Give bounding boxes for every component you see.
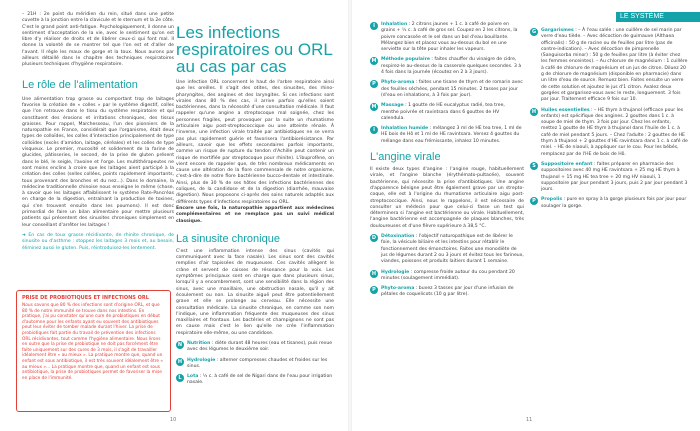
right-column-1 xyxy=(370,22,524,303)
item-label: Huiles essentielles xyxy=(541,107,590,113)
item-label: Hydrologie xyxy=(187,357,216,363)
intro-paragraph: – 21H : 2e point du méridien du rein, situé dans une petite cuvette à la jonction entre la clavicule et le sternum et la 2e côte. C'est le grand point anti-fatigue. Psychologiquement, il donne un sentiment d'acceptation de la vie, avec le sentiment qu'on est libre d'y réaliser de droits et de libérer ceux-ci qui font mal. Il donne la volonté de se montrer tel que l'on est et d'aller de l'avant. Il règle les maux de gorge et la toux. Nous aurons par ailleurs détaillé dans le chapitre des techniques respiratoires plusieurs techniques d'hygiène respiratoire. xyxy=(22,12,174,68)
item-text: : pure en spray à la gorge plusieurs fois par jour pour soulager la gorge. xyxy=(541,197,687,209)
massage-icon: M xyxy=(371,104,377,111)
item-text: : faites une tisane de thym et de romarin avec des feuilles séchées, pendant 15 minutes. 2 tasses par jour (d'eau en inhalations, à 3 fois par jour). xyxy=(381,80,523,98)
phyto-icon: P xyxy=(370,286,378,294)
lota-icon: L xyxy=(176,374,184,382)
propolis-icon: P xyxy=(530,197,538,205)
item-label: Propolis xyxy=(541,197,563,203)
list-item xyxy=(176,341,334,354)
probiotics-box xyxy=(16,290,171,412)
infections-body: Une infection ORL concernent le haut de l'arbre respiratoire ainsi que les oreilles. Il s'agit des otites, des sinusites, des rhino-pharyngites, des angines et des laryngites. Si ces infections sont virales dans 80 % des cas, il arrive parfois qu'elles soient bactériennes, dans la nécessité d'une consultation médicale. Il faut rappeler qu'une angine a streptocoque mal soignée, chez les personnes fragiles, peut provoquer par la suite un rhumatisme articulaire aigu post-streptococcique ou une atteinte rénale. À l'inverse, une infection virale traitée par antibiotiques ne se verra pas plus rapidement guérie et favorisera l'antibiorésistance. Par ailleurs, savoir que les effets secondaires parfois importants, comme un risque de rupture du tendon d'Achille peut contenir un risque de mortifiée par streptocoque pour rhinite). L'ibuprofène, on vient encore de rappeler que, de très nombreux médicaments en cause une altération de la flore commensale de notre organisme, c'est-à-dire de notre flore bactérienne bucco-dentale et intestinale. Ainsi, plus de 30 % de ses hôtes des infections bactériennes des coliques, de la candidose et de la digestion (diarrhée, mauvaise digestion). Nous proposons ci-après des soins naturels adaptés aux différents types d'infections respiratoires ou ORL. xyxy=(176,80,334,205)
sinusite-body: C'est une inflammation intense des sinus (cavités qui communiquent avec la face nasale). Les sinus sont des cavités remplies d'air tapissées de muqueuses. Ces cavités allègent le crâne et servent de caisses de résonance pour la voix. Les symptômes principaux sont en charge que dans plusieurs sinus, lorsqu'il y a encombrement, sont une sensibilité dans la région des sinus, avec une maxillaire, une obstruction nasale, qu'il y ait écoulement ou non. La sinusite aiguë peut être potentiellement grave et elle se prolonge au cerveau. Elle nécessite une consultation médicale. La sinusite chronique, en comme son nom l'indique, une inflammation fréquente des muqueuses des sinus maxillaires et frontaux. Les bactéries et champignons ne sont pas en cause mais c'est le lien qu'elle ne crée l'inflammation respiratoire elle-même, ou une candidose. xyxy=(176,248,334,336)
list-item xyxy=(530,108,688,158)
right-page xyxy=(354,0,700,431)
list-item xyxy=(176,374,334,387)
item-text: : faites chauffer du vinaigre de cidre, respirez-le au-dessus de la casserole quelques secondes. 3 à 4 fois dans la journée (écoutez en 2 à 3 jours). xyxy=(381,57,522,76)
item-text: : 2 citrons jaunes + 1 c. à café de poivre en grains + ½ c. à café de gros sel. Coupez en 2 les citrons, la poivre concassée et le sel dans un bol d'eau bouillante. Mélangez bien et placez vous au-dessus du bol en une serviette sur la tête pour inhaler les vapeurs. xyxy=(381,22,518,53)
item-label: Inhalation xyxy=(381,22,408,27)
alimentation-body: Une alimentation trop grasse ou comportant trop de laitages favorise la création de « colles » par le système digestif, colles que l'on retrouve dans le tissu du système respiratoire et qui constituent des érosions et irritations chroniques, des tissus graisses. Pour rappel, Marchesseau, l'un des pionniers de la naturopathie en France, considérait que l'organisme, était deux types de colloïdes, les colles d'interaction principalement de type colloïdes (excès d'amidon, laitage, céréales) et les colles de type visqueux. Le premier, mucosité et solidement de la farine de glucides, pâtisseries, le second, de la prise de gluten présent dans le blé, le seigle, l'avoine et l'orge. Les multithérapeutes ne sont moins enclins à croire que les laitages aient participé à la création des colles (selles collées, points rapidement importants, toux provenant des bronches et du nez...). Dans le domaine, la médecine traditionnelle chinoise nous enseigne le même (chose, à savoir que les laitages affaiblissent le système Rate-Pancréas en charge de la digestion, entraînant la production de toxines, qui s'en trouvent ensuite dans les poumons). Il est donc primordial de faire un bilan alimentaire pour mettre plusieurs patients qui présentent des sinusites chroniques simplement en leur conseillant d'arrêter les laitages ! xyxy=(22,96,174,228)
gargle-icon: G xyxy=(531,29,537,35)
item-label: Nutrition xyxy=(187,340,211,346)
list-item xyxy=(530,162,688,193)
item-text: : faites préparer en pharmacie des suppositoires avec 40 mg HE ravintsara + 25 mg HE thym à thujanol + 15 mg HE tea tree + 20 mg HV niaouli, 1 suppositoire par jour pendant 3 jours, puis 2 par jour pendant 3 jours. xyxy=(541,161,688,193)
item-label: Suppositoire enfant xyxy=(541,161,593,167)
list-item xyxy=(530,28,688,104)
item-text: : alterner compresses chaudes et froides sur les sinus. xyxy=(187,357,328,369)
item-label: Inhalation humide xyxy=(381,126,429,132)
hydrology-icon: H xyxy=(177,358,183,365)
left-column-2 xyxy=(176,24,334,391)
list-item xyxy=(370,234,524,265)
list-item xyxy=(530,197,688,210)
essential-oils-icon: H xyxy=(531,108,537,115)
item-text: : l'objectif naturopathique est de libérer le foie, la vésicule biliaire et les intestins pour rétablir le fonctionnement des émonctoires. Faites une monodiète de jus de légumes durant 2 ou 3 jours et évitez tous les farineux, viandes, poissons et produits laitiers durant 1 semaine. xyxy=(381,234,524,265)
list-item xyxy=(176,358,334,371)
item-label: Massage xyxy=(381,103,404,109)
list-item xyxy=(370,57,524,76)
inhalation-icon: I xyxy=(370,126,378,134)
phyto-icon: P xyxy=(370,80,378,88)
list-item xyxy=(370,80,524,99)
list-item xyxy=(370,270,524,283)
page-number-right: 11 xyxy=(526,417,533,423)
section-heading-alimentation: Le rôle de l'alimentation xyxy=(22,78,138,91)
page-number-left: 10 xyxy=(170,417,177,423)
item-text: : 1 goutte de HE eucalyptus radié, tea tree, menthe poivrée et ravintsara dans 6 gouttes de HV calendula. xyxy=(381,103,505,121)
list-item xyxy=(370,286,524,299)
chapter-title: Les infections respiratoires ou ORL au cas par cas xyxy=(176,23,333,76)
item-text: : compresse froide autour du cou pendant 20 minutes (soulagement immédiat). xyxy=(381,269,515,281)
item-label: Détoxination xyxy=(381,234,415,240)
item-label: Gargarismes xyxy=(541,28,574,33)
naturopathy-highlight: Encore une fois, la naturopathie appartient aux médecines complémentaires et ne remplace pas un suivi médical classique. xyxy=(176,205,334,224)
sinusite-items xyxy=(176,341,334,387)
arrow-note: ➜ En cas de toux grasse récidivante, de rhinite chronique, de sinusite ou d'asthme : stoppez les laitages 3 mois et, au besoin, éliminez aussi le gluten. Puis, réintroduisez-les lentement. xyxy=(22,232,174,251)
inhalation-icon: I xyxy=(370,22,378,30)
list-item xyxy=(370,22,524,53)
item-text: : diète durant 48 heures (eau et tisanes), puis revue avec des légumes le deuxième soir. xyxy=(187,340,333,353)
list-item xyxy=(370,126,524,145)
list-item xyxy=(370,103,524,122)
section-heading-angine: L'angine virale xyxy=(370,151,441,164)
item-text: : mélangez 3 ml de HE tea tree, 1 ml de HE bois de Hô et 1 ml de HE ravintsara. Versez 4 gouttes du mélange dans eau frémissante, inhalez 10 minutes. xyxy=(381,126,522,144)
book-gutter xyxy=(348,0,352,431)
item-label: Hydrologie xyxy=(381,269,410,275)
nutrition-icon: N xyxy=(177,341,183,348)
item-label: Phyto-aroma xyxy=(381,80,415,86)
left-page xyxy=(0,0,346,431)
item-label: Lota xyxy=(187,374,199,380)
left-column-1 xyxy=(22,12,174,252)
probiotics-box-title: PRISE DE PROBIOTIQUES ET INFECTIONS ORL xyxy=(22,295,149,301)
method-icon: M xyxy=(371,58,377,65)
item-text: : buvez 3 tasses par jour d'une infusion de pétales de coquelicots (10 g par litre). xyxy=(381,286,514,298)
probiotics-box-body: Nous savons que 80 % des infections sont d'origine ORL, et que 80 % de notre immunité se trouve dans nos intestins. En pratique, j'ai pu constater qu'une cure de probiotiques en début d'automne pour les enfants ayant eu souvent des antibiotiques peut leur éviter de tomber malade durant l'hiver. La prise de probiotiques fait partie du travail de prévention des infections ORL récidivantes, tout comme l'hygiène alimentaire. Nous lirons en outre que la prise de probiotique ne doit pas forcément être faite uniquement sur des cures de 3 mois, il s'agit de travailler idéalement être « au mieux ». La pratique montre que, quand un enfant est sous antibiotique, il est très souvent idéalement être « au mieux »… La pratique montre que, quand un enfant est sous antibiotique, la prise de probiotiques permet de favoriser la mise en place de l'immunité. xyxy=(22,303,164,381)
item-text: : – HE thym à thujanol (efficace pour les enfants) est spécifique des angines. 2 gouttes dans 1 c. à soupe de miel de thym. 3 fois par jour. Chez les enfants, mettez 1 goutte de HE thym à thujanol dans l'huile de 1 c. à café de miel pendant 5 jours. – Chez l'adulte : 2 gouttes de HE thym à thujanol + 2 gouttes d'HE ravintsara dans 1 c. à café de miel. – HE de niaouli, à appliquer sur le cou. Pour les bébés, remplacez par de l'HE de bois de Hô. xyxy=(541,107,688,157)
section-heading-sinusite: La sinusite chronique xyxy=(176,232,280,245)
item-text: : – À l'eau salée : une cuillère de sel marin par verre d'eau tiède. – Avec décoction de guimauve (Althaea officinalis) : 50 g de racine ou de feuilles par litre (pas de contre-indication). – Avec décoction de pimprenelle (Sanguisorba minor) : 50 g de feuilles par litre (à éviter chez les femmes enceintes). – Au chlorure de magnésium : 1 cuillère à café de chlorure de magnésium et un jus de citron. Diluez 20 g de chlorure de magnésium (disponible en pharmacie) dans un litre d'eau de source. Remuez bien. Faites ensuite un verre de cette solution et ajoutez le jus d'1 citron. Avalez deux gorgées et gargarisez-vous avec le reste, longuement. 3 fois par jour. Traitement efficace 9 fois sur 10. xyxy=(541,28,688,103)
angine-body: Il existe deux types d'angine : l'angine rouge, habituellement virale, et l'angine blanche (érythémato-pultacée), souvent bactérienne, qui nécessite la prise d'antibiotiques. Une angine d'apparence bénigne peut être également grave par un strepto-coque, elle est à l'origine du rhumatisme articulaire aigu post-streptococcique. Ainsi, nous le rappelons, il est nécessaire de consulter un médecin pour que celui-ci fasse un test qui déterminera si l'angine est bactérienne ou virale. Habituellement, l'angine bactérienne est accompagnée de plaques blanches, très douloureuses et d'une fièvre supérieure à 38,5 °C. xyxy=(370,167,524,229)
hydrology-icon: H xyxy=(371,270,377,277)
chapter-banner: LE SYSTÈME RESPIRATOIRE xyxy=(616,12,700,22)
item-label: Phyto-aroma xyxy=(381,286,415,292)
suppository-icon: S xyxy=(530,162,538,170)
item-label: Méthode populaire xyxy=(381,57,430,63)
detox-icon: D xyxy=(371,235,377,242)
right-column-2 xyxy=(530,28,688,214)
item-text: : ½ c. à café de sel de Nigari dans de l'eau pour irrigation nasale. xyxy=(187,374,333,386)
